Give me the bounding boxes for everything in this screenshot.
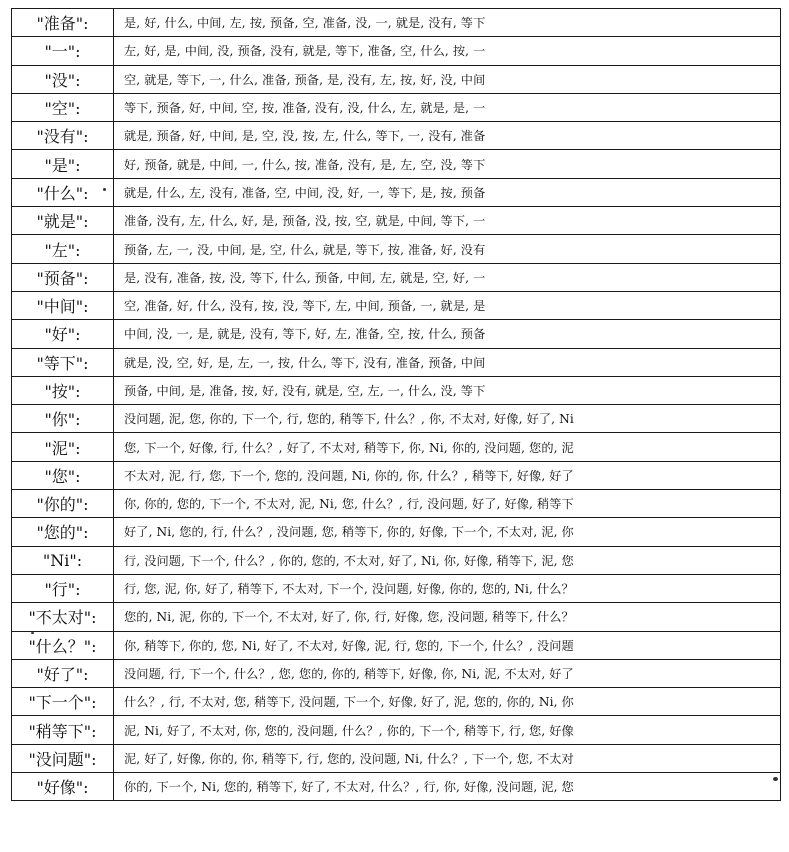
scan-speck xyxy=(103,188,106,191)
table-body xyxy=(12,9,781,801)
table-row xyxy=(12,773,781,801)
row-key: "好了": xyxy=(12,659,114,687)
row-value: 是, 没有, 准备, 按, 没, 等下, 什么, 预备, 中间, 左, 就是, 空, 好, 一 xyxy=(114,263,781,291)
row-key: "没问题": xyxy=(12,744,114,772)
row-value: 空, 就是, 等下, 一, 什么, 准备, 预备, 是, 没有, 左, 按, 好, 没, 中间 xyxy=(114,65,781,93)
table-row xyxy=(12,461,781,489)
row-key: "左": xyxy=(12,235,114,263)
table-row xyxy=(12,490,781,518)
row-value: 您, 下一个, 好像, 行, 什么？, 好了, 不太对, 稍等下, 你, Ni, 你的, 没问题, 您的, 泥 xyxy=(114,433,781,461)
row-value: 行, 您, 泥, 你, 好了, 稍等下, 不太对, 下一个, 没问题, 好像, 你的, 您的, Ni, 什么？ xyxy=(114,574,781,602)
row-value: 等下, 预备, 好, 中间, 空, 按, 准备, 没有, 没, 什么, 左, 就是, 是, 一 xyxy=(114,93,781,121)
table-row xyxy=(12,688,781,716)
row-key: "好像": xyxy=(12,773,114,801)
row-key: "你": xyxy=(12,405,114,433)
table-row xyxy=(12,631,781,659)
row-value: 不太对, 泥, 行, 您, 下一个, 您的, 没问题, Ni, 你的, 你, 什么？, 稍等下, 好像, 好了 xyxy=(114,461,781,489)
row-value: 没问题, 行, 下一个, 什么？, 您, 您的, 你的, 稍等下, 好像, 你, Ni, 泥, 不太对, 好了 xyxy=(114,659,781,687)
row-value: 什么？, 行, 不太对, 您, 稍等下, 没问题, 下一个, 好像, 好了, 泥, 您的, 你的, Ni, 你 xyxy=(114,688,781,716)
row-key: "行": xyxy=(12,574,114,602)
table-row xyxy=(12,348,781,376)
table-row xyxy=(12,291,781,319)
row-key: "预备": xyxy=(12,263,114,291)
row-key: "不太对": xyxy=(12,603,114,631)
row-value: 泥, 好了, 好像, 你的, 你, 稍等下, 行, 您的, 没问题, Ni, 什么？, 下一个, 您, 不太对 xyxy=(114,744,781,772)
row-value: 好了, Ni, 您的, 行, 什么？, 没问题, 您, 稍等下, 你的, 好像, 下一个, 不太对, 泥, 你 xyxy=(114,518,781,546)
row-key: "准备": xyxy=(12,9,114,37)
row-value: 没问题, 泥, 您, 你的, 下一个, 行, 您的, 稍等下, 什么？, 你, 不太对, 好像, 好了, Ni xyxy=(114,405,781,433)
row-value: 就是, 什么, 左, 没有, 准备, 空, 中间, 没, 好, 一, 等下, 是, 按, 预备 xyxy=(114,178,781,206)
row-value: 你的, 下一个, Ni, 您的, 稍等下, 好了, 不太对, 什么？, 行, 你, 好像, 没问题, 泥, 您 xyxy=(114,773,781,801)
row-key: "是": xyxy=(12,150,114,178)
scan-speck xyxy=(773,777,778,781)
row-key: "什么？": xyxy=(12,631,114,659)
row-value: 你, 你的, 您的, 下一个, 不太对, 泥, Ni, 您, 什么？, 行, 没问题, 好了, 好像, 稍等下 xyxy=(114,490,781,518)
row-key: "按": xyxy=(12,376,114,404)
row-value: 准备, 没有, 左, 什么, 好, 是, 预备, 没, 按, 空, 就是, 中间, 等下, 一 xyxy=(114,207,781,235)
row-key: "泥": xyxy=(12,433,114,461)
word-list-table xyxy=(11,8,781,801)
row-key: "没有": xyxy=(12,122,114,150)
row-key: "什么": xyxy=(12,178,114,206)
row-value: 中间, 没, 一, 是, 就是, 没有, 等下, 好, 左, 准备, 空, 按, 什么, 预备 xyxy=(114,320,781,348)
row-value: 就是, 没, 空, 好, 是, 左, 一, 按, 什么, 等下, 没有, 准备, 预备, 中间 xyxy=(114,348,781,376)
row-value: 是, 好, 什么, 中间, 左, 按, 预备, 空, 准备, 没, 一, 就是, 没有, 等下 xyxy=(114,9,781,37)
row-key: "空": xyxy=(12,93,114,121)
row-key: "没": xyxy=(12,65,114,93)
row-key: "就是": xyxy=(12,207,114,235)
row-value: 好, 预备, 就是, 中间, 一, 什么, 按, 准备, 没有, 是, 左, 空, 没, 等下 xyxy=(114,150,781,178)
row-value: 预备, 左, 一, 没, 中间, 是, 空, 什么, 就是, 等下, 按, 准备, 好, 没有 xyxy=(114,235,781,263)
table-row xyxy=(12,433,781,461)
row-value: 空, 准备, 好, 什么, 没有, 按, 没, 等下, 左, 中间, 预备, 一, 就是, 是 xyxy=(114,291,781,319)
row-key: "Ni": xyxy=(12,546,114,574)
table-row xyxy=(12,546,781,574)
row-value: 您的, Ni, 泥, 你的, 下一个, 不太对, 好了, 你, 行, 好像, 您, 没问题, 稍等下, 什么？ xyxy=(114,603,781,631)
table-row xyxy=(12,405,781,433)
table-row xyxy=(12,122,781,150)
row-value: 泥, Ni, 好了, 不太对, 你, 您的, 没问题, 什么？, 你的, 下一个, 稍等下, 行, 您, 好像 xyxy=(114,716,781,744)
row-key: "下一个": xyxy=(12,688,114,716)
table-row xyxy=(12,518,781,546)
row-value: 你, 稍等下, 你的, 您, Ni, 好了, 不太对, 好像, 泥, 行, 您的, 下一个, 什么？, 没问题 xyxy=(114,631,781,659)
row-key: "好": xyxy=(12,320,114,348)
table-row xyxy=(12,150,781,178)
table-row xyxy=(12,659,781,687)
table-row xyxy=(12,93,781,121)
row-value: 预备, 中间, 是, 准备, 按, 好, 没有, 就是, 空, 左, 一, 什么, 没, 等下 xyxy=(114,376,781,404)
row-key: "一": xyxy=(12,37,114,65)
row-key: "中间": xyxy=(12,291,114,319)
table-row xyxy=(12,178,781,206)
table-row xyxy=(12,9,781,37)
table-row xyxy=(12,574,781,602)
row-key: "您": xyxy=(12,461,114,489)
table-row xyxy=(12,235,781,263)
row-value: 就是, 预备, 好, 中间, 是, 空, 没, 按, 左, 什么, 等下, 一, 没有, 准备 xyxy=(114,122,781,150)
row-key: "你的": xyxy=(12,490,114,518)
row-key: "稍等下": xyxy=(12,716,114,744)
row-key: "等下": xyxy=(12,348,114,376)
row-value: 左, 好, 是, 中间, 没, 预备, 没有, 就是, 等下, 准备, 空, 什么, 按, 一 xyxy=(114,37,781,65)
table-row xyxy=(12,37,781,65)
table-row xyxy=(12,320,781,348)
table-row xyxy=(12,65,781,93)
table-row xyxy=(12,376,781,404)
table-row xyxy=(12,263,781,291)
table-row xyxy=(12,744,781,772)
table-row xyxy=(12,716,781,744)
table-row xyxy=(12,207,781,235)
table-row xyxy=(12,603,781,631)
scan-speck xyxy=(31,632,34,634)
row-value: 行, 没问题, 下一个, 什么？, 你的, 您的, 不太对, 好了, Ni, 你, 好像, 稍等下, 泥, 您 xyxy=(114,546,781,574)
row-key: "您的": xyxy=(12,518,114,546)
